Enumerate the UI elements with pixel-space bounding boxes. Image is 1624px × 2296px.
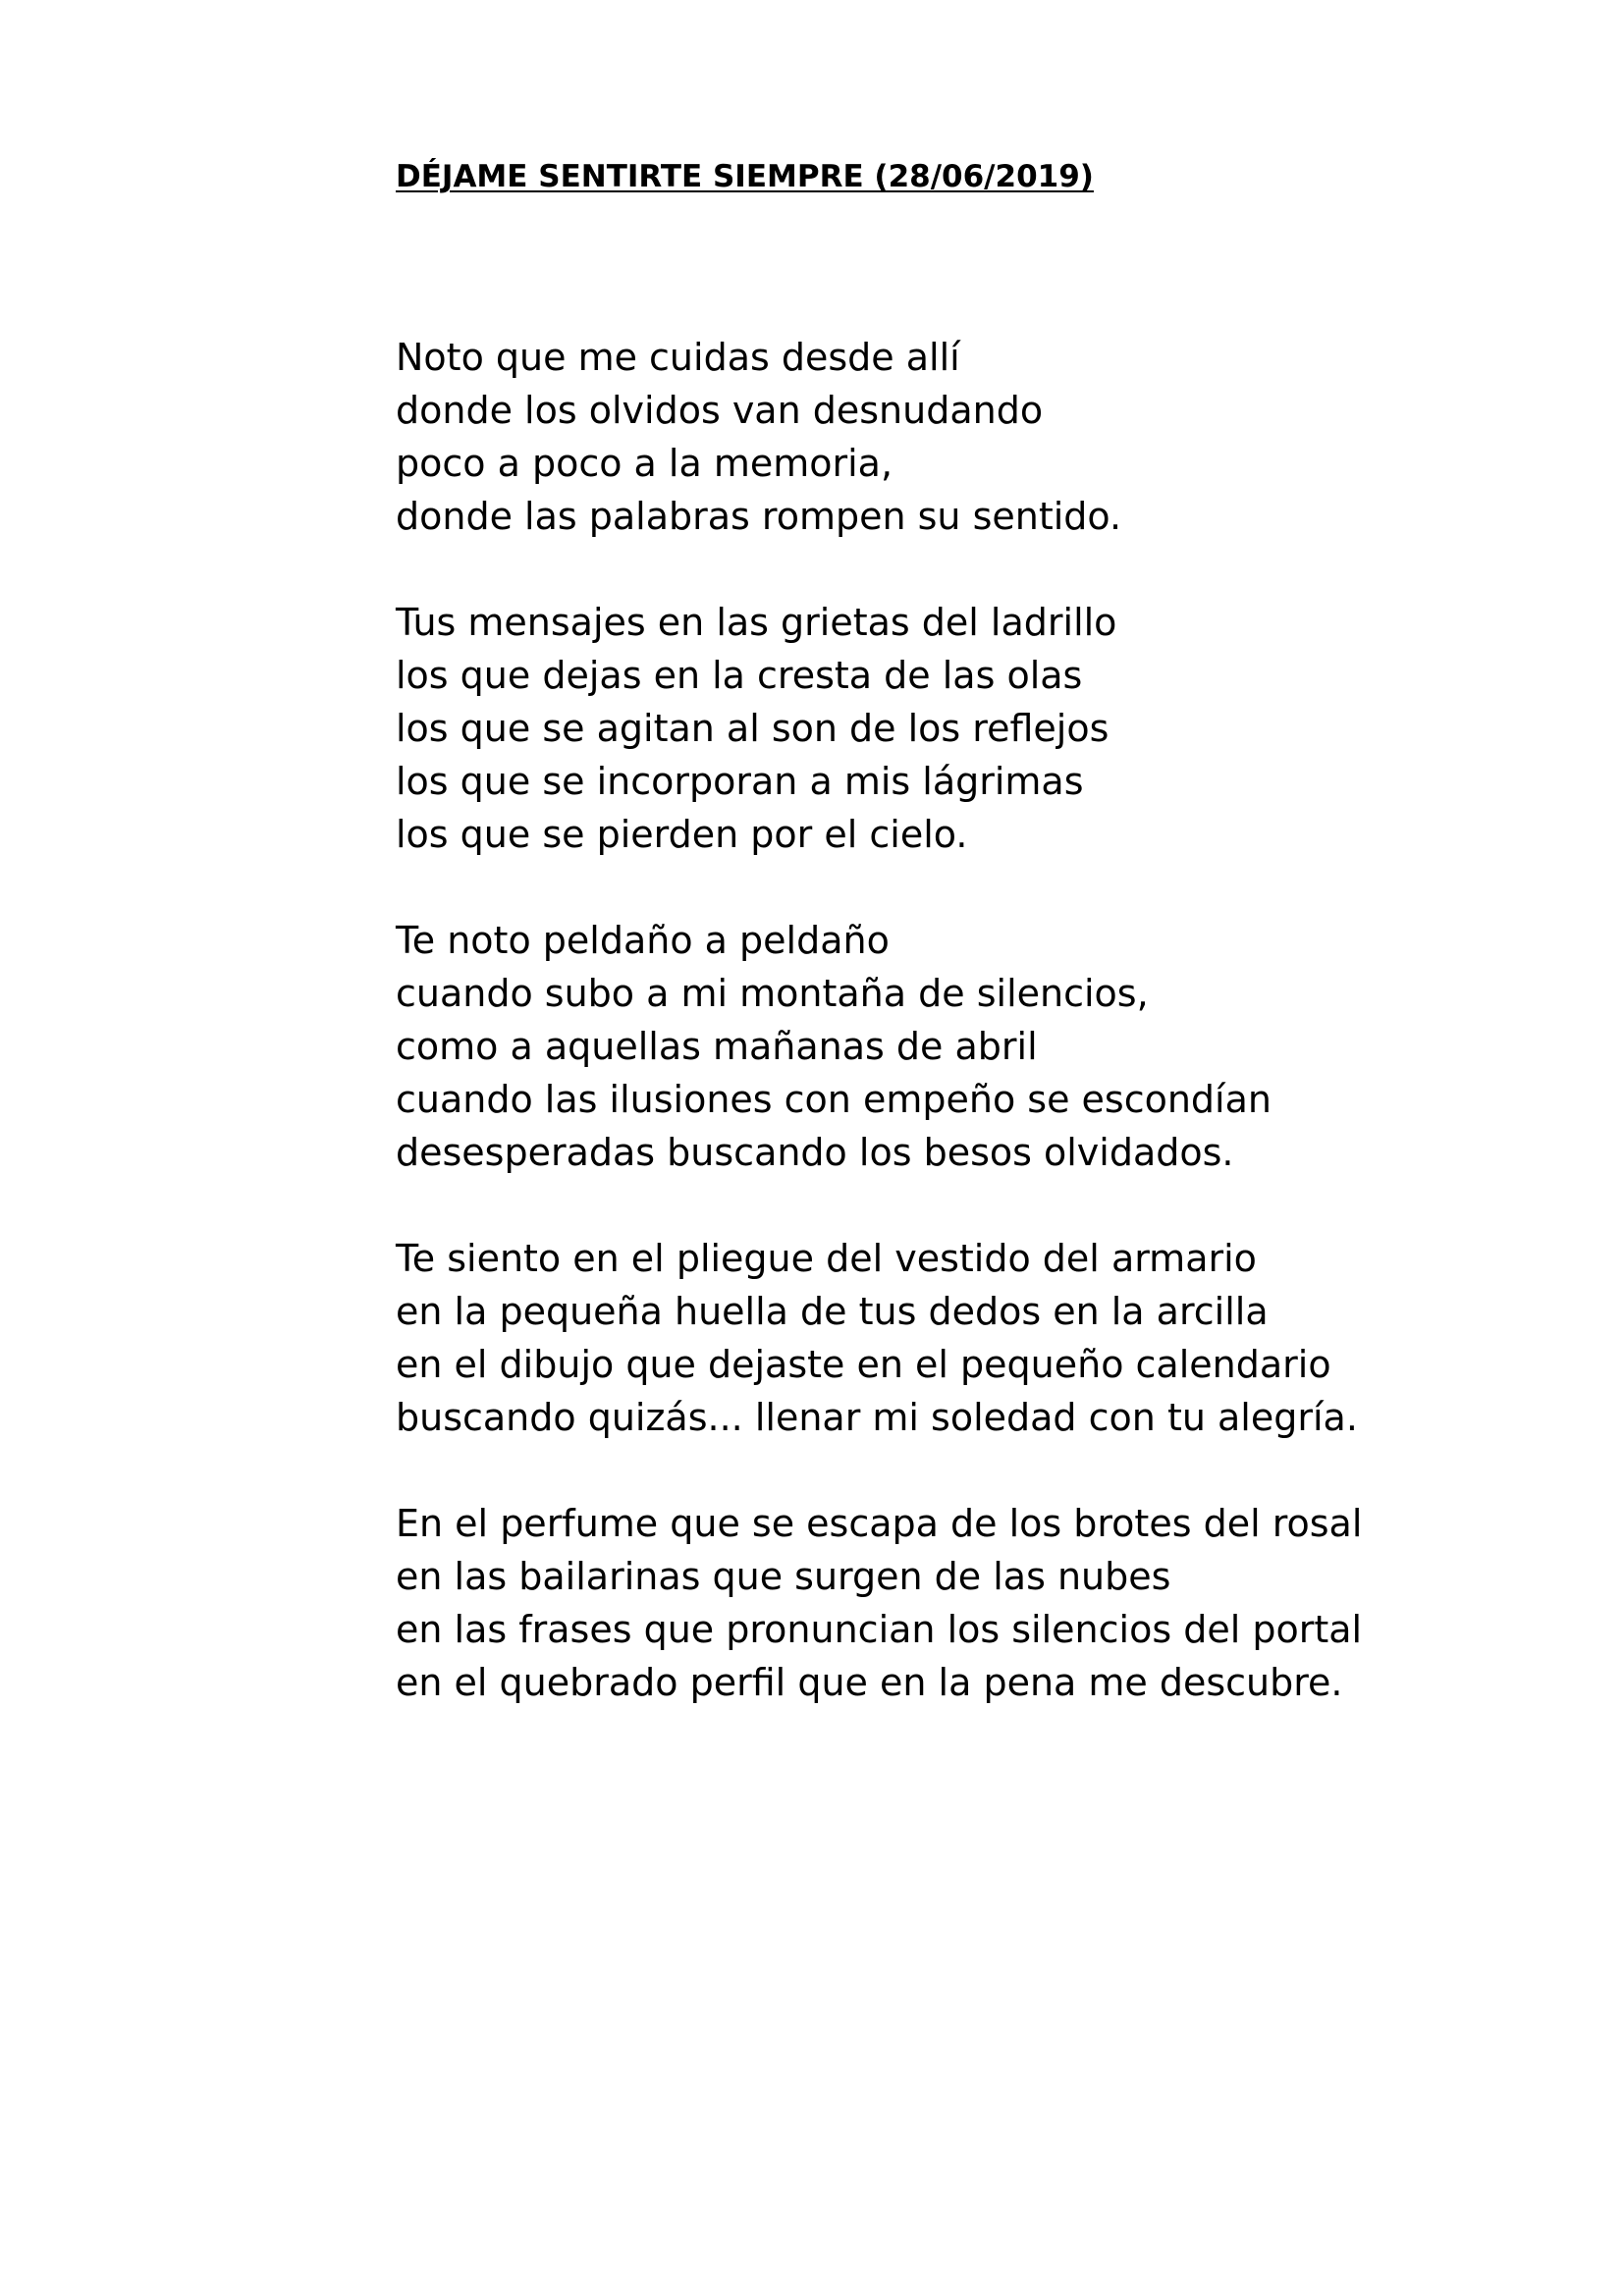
poem-line: buscando quizás... llenar mi soledad con tu alegría. [396, 1396, 1358, 1439]
stanza-1 [396, 331, 1574, 543]
stanza-5 [396, 1497, 1574, 1709]
stanza-4 [396, 1232, 1574, 1444]
poem-line: Tus mensajes en las grietas del ladrillo [396, 601, 1117, 644]
poem-line: desesperadas buscando los besos olvidados. [396, 1131, 1234, 1174]
poem-line: en las frases que pronuncian los silencios del portal [396, 1608, 1363, 1651]
poem-line: los que se agitan al son de los reflejos [396, 707, 1110, 750]
poem-line: Te noto peldaño a peldaño [396, 919, 890, 962]
poem-title: DÉJAME SENTIRTE SIEMPRE (28/06/2019) [396, 159, 1094, 194]
poem-line: cuando subo a mi montaña de silencios, [396, 972, 1149, 1015]
poem-body [396, 331, 1574, 1762]
poem-line: los que se pierden por el cielo. [396, 813, 968, 856]
poem-line: En el perfume que se escapa de los brotes del rosal [396, 1502, 1363, 1545]
poem-line: poco a poco a la memoria, [396, 442, 893, 485]
poem-line: como a aquellas mañanas de abril [396, 1025, 1038, 1068]
stanza-2 [396, 596, 1574, 861]
poem-line: Te siento en el pliegue del vestido del armario [396, 1237, 1257, 1280]
poem-line: donde las palabras rompen su sentido. [396, 495, 1122, 538]
poem-line: los que se incorporan a mis lágrimas [396, 760, 1084, 803]
poem-line: Noto que me cuidas desde allí [396, 336, 960, 379]
poem-line: los que dejas en la cresta de las olas [396, 654, 1083, 697]
poem-line: en el dibujo que dejaste en el pequeño calendario [396, 1343, 1331, 1386]
poem-line: en las bailarinas que surgen de las nubes [396, 1555, 1171, 1598]
poem-line: en el quebrado perfil que en la pena me descubre. [396, 1661, 1343, 1704]
poem-line: donde los olvidos van desnudando [396, 389, 1044, 432]
poem-line: en la pequeña huella de tus dedos en la arcilla [396, 1290, 1269, 1333]
poem-line: cuando las ilusiones con empeño se escondían [396, 1078, 1272, 1121]
stanza-3 [396, 914, 1574, 1179]
